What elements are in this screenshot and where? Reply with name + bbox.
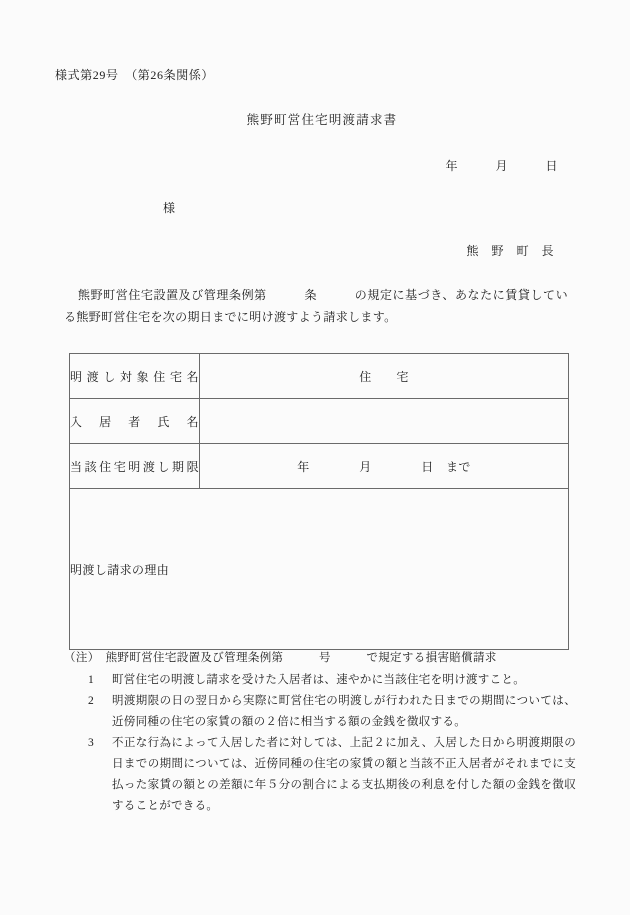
form-number: 様式第29号 （第26条関係） <box>55 68 215 82</box>
note-number: 3 <box>88 737 95 749</box>
note-text: 明渡期限の日の翌日から実際に町営住宅の明渡しが行われた日までの期間については、近傍同種の住宅の家賃の額の２倍に相当する額の金銭を徴収する。 <box>112 695 576 728</box>
signer-title: 熊 野 町 長 <box>466 244 554 258</box>
note-item-2 <box>88 691 576 733</box>
table-row <box>70 354 569 399</box>
note-number: 1 <box>88 674 95 686</box>
notes-section <box>64 648 576 817</box>
row-value-resident-name[interactable] <box>200 399 569 444</box>
note-text: 不正な行為によって入居した者に対しては、上記２に加え、入居した日から明渡期限の日までの期間については、近傍同種の住宅の家賃の額と当該不正入居者がそれまでに支払った家賃の額との差額に年５分の割合による支払期後の利息を付した額の金銭を徴収することができる。 <box>112 737 576 812</box>
row-label-text: 入居者氏名 <box>70 414 199 429</box>
reason-label: 明渡し請求の理由 <box>70 562 170 577</box>
note-item-1 <box>88 670 576 691</box>
note-item-3 <box>88 733 576 817</box>
row-label-resident-name <box>70 399 200 444</box>
row-value-vacate-deadline[interactable]: 年 月 日 まで <box>200 444 569 489</box>
table-row-reason <box>70 489 569 650</box>
row-value-target-housing[interactable]: 住 宅 <box>200 354 569 399</box>
date-line: 年 月 日 <box>445 159 558 173</box>
request-details-table <box>69 353 569 650</box>
row-label-text: 明渡し対象住宅名 <box>70 369 199 384</box>
row-label-vacate-deadline <box>70 444 200 489</box>
row-label-target-housing <box>70 354 200 399</box>
page-title: 熊野町営住宅明渡請求書 <box>246 113 398 127</box>
body-paragraph: 熊野町営住宅設置及び管理条例第 条 の規定に基づき、あなたに賃貸している熊野町営住宅を次の期日までに明け渡すよう請求します。 <box>64 288 568 324</box>
notes-header: （注） 熊野町営住宅設置及び管理条例第 号 で規定する損害賠償請求 <box>64 652 497 664</box>
addressee-honorific: 様 <box>163 201 176 215</box>
row-label-text: 当該住宅明渡し期限 <box>70 459 199 474</box>
table-row <box>70 399 569 444</box>
reason-cell[interactable] <box>70 489 569 650</box>
note-text: 町営住宅の明渡し請求を受けた入居者は、速やかに当該住宅を明け渡すこと。 <box>112 674 525 686</box>
table-row <box>70 444 569 489</box>
note-number: 2 <box>88 695 95 707</box>
